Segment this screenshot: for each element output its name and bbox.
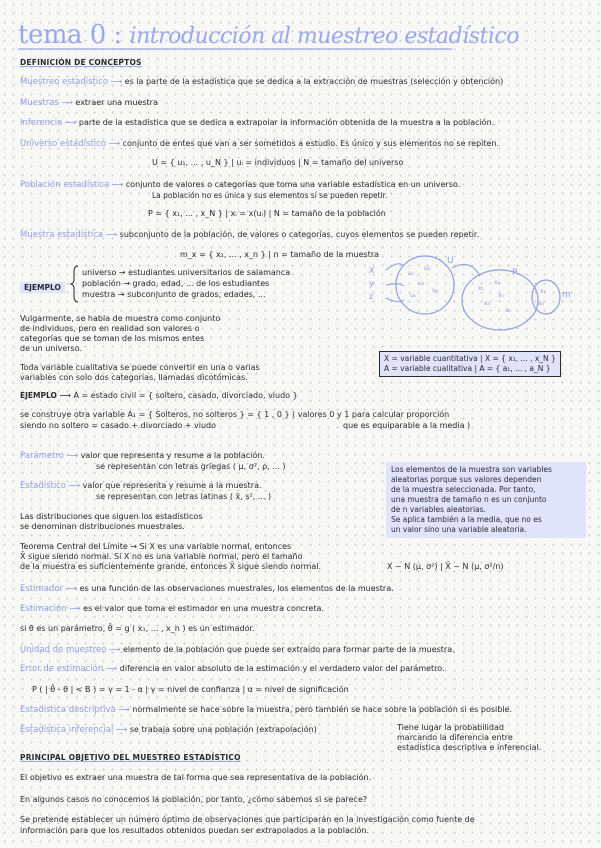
muestra-box-line-5: de n variables aleatorias.	[391, 505, 486, 514]
arrow-icon: ⟶	[118, 705, 133, 714]
svg-text:x₂: x₂	[540, 288, 546, 295]
term-unidad: Unidad de muestreo	[20, 645, 107, 655]
term-parametro: Parámetro	[20, 451, 65, 461]
def-universo-text: conjunto de entes que van a ser sometidos a estudio. Es único y sus elementos no se repiten.	[122, 139, 500, 148]
def-estimacion-text: es el valor que toma el estimador en una muestra concreta.	[83, 604, 324, 613]
ejemplo2-line-1	[20, 391, 298, 401]
ejemplo2-label: EJEMPLO	[20, 391, 57, 400]
vulgar-line-1: Vulgarmente, se habla de muestra como conjunto	[20, 314, 221, 323]
arrow-icon: ⟶	[64, 118, 79, 127]
tcl-line-2: X̄ sigue siendo normal. Si X no es una variable normal, pero el tamaño	[20, 552, 303, 561]
def-estadistico	[20, 481, 262, 491]
svg-text:x₄: x₄	[538, 300, 544, 307]
svg-text:x₁: x₁	[478, 285, 484, 292]
def-muestreo-text: es la parte de la estadística que se dedica a la extracción de muestras (selección y obtención)	[124, 77, 504, 86]
svg-text:x₂: x₂	[494, 279, 500, 286]
diagram-x-label: X	[369, 266, 375, 275]
svg-text:uₙ: uₙ	[410, 292, 417, 299]
svg-text:u₂: u₂	[424, 265, 431, 272]
term-inferencial: Estadística inferencial	[20, 725, 114, 735]
def-inferencial	[20, 725, 317, 735]
arrow-icon: ⟶	[105, 664, 120, 673]
term-poblacion: Población estadística	[20, 180, 110, 190]
muestra-box-line-1: Los elementos de la muestra son variables	[391, 465, 552, 474]
title-main: tema 0 :	[18, 20, 122, 50]
ejemplo-line-2: población → grado, edad, ... de los estudiantes	[82, 279, 270, 288]
def-poblacion-text1: conjunto de valores o categorías que toma una variable estadística en un universo.	[125, 180, 461, 189]
ejemplo-line-3: muestra → subconjunto de grados, edades, ...	[82, 290, 266, 299]
svg-text:x₃: x₃	[484, 300, 490, 307]
poblacion-formula: P = { x₁, ... , x_N } | xᵢ = x(uᵢ) | N = tamaño de la población	[148, 209, 386, 218]
vulgar-line-4: de un universo.	[20, 344, 82, 353]
arrow-icon: ⟶	[110, 77, 125, 86]
def-estimacion	[20, 604, 324, 614]
term-muestra: Muestra estadística	[20, 230, 104, 240]
def-muestra-text: subconjunto de la población, de valores o categorías, cuyos elementos se pueden repetir.	[119, 230, 480, 239]
muestra-box-line-2: aleatorias porque sus valores dependen	[391, 475, 542, 484]
def-inferencia-text: parte de la estadística que se dedica a extrapolar la información obtenida de la muestra a la población.	[78, 118, 495, 127]
title-rest: introducción al muestreo estadístico	[129, 24, 519, 49]
arrow-icon: ⟶	[108, 645, 123, 654]
diagram-p-label: P	[512, 268, 518, 278]
objetivo-header: PRINCIPAL OBJETIVO DEL MUESTREO ESTADÍSTICO	[20, 753, 241, 762]
arrow-icon: ⟶	[61, 98, 76, 107]
cualitativa-line-1: Toda variable cualitativa se puede convertir en una o varias	[20, 363, 260, 372]
ejemplo2-line-2: se construye otra variable A₁ = { Solteros, no solteros } = { 1 , 0 } ( valores 0 y 1 para calcular proporción	[20, 410, 450, 419]
ejemplo-line-1: universo → estudiantes universitarios de salamanca	[82, 268, 291, 277]
muestra-formula: m_x = { x₁, ... , x_n } | n = tamaño de la muestra	[180, 250, 380, 259]
svg-text:u₃: u₃	[418, 280, 425, 287]
tcl-formula: X ~ N (μ, σ²) | X̄ ~ N (μ, σ²/n)	[387, 562, 504, 571]
term-muestreo: Muestreo estadístico	[20, 77, 109, 87]
term-descriptiva: Estadística descriptiva	[20, 705, 116, 715]
muestra-box	[386, 462, 586, 538]
distribuciones-line-2: se denominan distribuciones muestrales.	[20, 522, 185, 531]
def-parametro-text1: valor que representa y resume a la población.	[80, 451, 265, 460]
definicion-header: DEFINICIÓN DE CONCEPTOS	[20, 58, 142, 67]
diagram-m-label: m	[562, 290, 571, 300]
arrow-icon: ⟶	[115, 725, 130, 734]
def-estimador	[20, 584, 394, 594]
term-inferencia: Inferencia	[20, 118, 63, 128]
arrow-icon: ⟶	[111, 180, 126, 189]
arrow-icon: ⟶	[59, 391, 74, 400]
arrow-icon: ⟶	[66, 451, 81, 460]
def-parametro-text2: se representan con letras griegas ( μ, σ², ρ, ... )	[96, 462, 286, 471]
term-universo: Universo estadístico	[20, 139, 107, 149]
variables-box-line-1: X = variable cuantitativa | X = { x₁, ... , x_N }	[384, 354, 556, 363]
muestra-box-line-7: un valor sino una variable aleatoria.	[391, 525, 527, 534]
muestra-box-line-4: una muestra de tamaño n es un conjunto	[391, 495, 547, 504]
term-estadistico: Estadístico	[20, 481, 67, 491]
muestra-box-line-6: Se aplica también a la media, que no es	[391, 515, 542, 524]
def-poblacion-text2: La población no es única y sus elementos sí se pueden repetir.	[152, 191, 388, 200]
inferencial-note-3: estadística descriptiva e inferencial.	[397, 743, 542, 752]
muestra-box-line-3: de la muestra seleccionada. Por tanto,	[391, 485, 536, 494]
arrow-icon: ⟶	[65, 584, 80, 593]
svg-text:x₄: x₄	[505, 307, 511, 314]
arrow-icon: ⟶	[105, 230, 120, 239]
term-error: Error de estimación	[20, 664, 104, 674]
tcl-line-1: Teorema Central del Límite → Si X es una variable normal, entonces	[20, 542, 292, 551]
def-inferencial-text: se trabaja sobre una población (extrapolación)	[129, 725, 317, 734]
universo-formula: U = { u₁, ... , u_N } | uᵢ = individuos | N = tamaño del universo	[152, 158, 404, 167]
term-estimacion: Estimación	[20, 604, 67, 614]
arrow-icon: ⟶	[108, 139, 123, 148]
variables-box-line-2: A = variable cualitativa | A = { a₁, ... , a_N }	[384, 364, 551, 373]
ejemplo2-line-4: que es equiparable a la media )	[343, 421, 471, 430]
objetivo-line-1: El objetivo es extraer una muestra de tal forma que sea representativa de la población.	[20, 773, 372, 782]
cualitativa-line-2: variables con solo dos categorías, llamadas dicotómicas.	[20, 373, 248, 382]
def-estimador-text: es una función de las observaciones muestrales, los elementos de la muestra.	[79, 584, 394, 593]
objetivo-line-2: En algunos casos no conocemos la población, por tanto, ¿cómo sabemos si se parece?	[20, 795, 368, 804]
diagram-u-label: U	[447, 256, 454, 266]
def-unidad-text: elemento de la población que puede ser extraído para formar parte de la muestra.	[122, 645, 455, 654]
term-muestras: Muestras	[20, 98, 59, 108]
variables-box	[379, 351, 561, 377]
objetivo-line-4: información para que los resultados obtenidos puedan ser extrapolados a la población.	[20, 826, 369, 835]
def-estadistico-text1: valor que representa y resume a la muestra.	[82, 481, 262, 490]
distribuciones-line-1: Las distribuciones que siguen los estadísticos	[20, 512, 203, 521]
ejemplo2-line-1-text: A = estado civil = { soltero, casado, divorciado, viudo }	[73, 391, 298, 400]
term-estimador: Estimador	[20, 584, 64, 594]
svg-text:u₁: u₁	[408, 270, 415, 277]
svg-text:xₙ: xₙ	[498, 292, 504, 299]
def-error	[20, 664, 445, 674]
diagram-y-label: y	[369, 279, 374, 288]
svg-text:u₄: u₄	[432, 287, 439, 294]
objetivo-line-3: Se pretende establecer un número óptimo de observaciones que participarán en la investigación como fuente de	[20, 815, 475, 824]
vulgar-line-2: de individuos, pero en realidad son valores o	[20, 324, 200, 333]
def-descriptiva-text: normalmente se hace sobre la muestra, pero también se hace sobre la población si es posible.	[132, 705, 512, 714]
def-parametro	[20, 451, 265, 461]
def-muestras-text: extraer una muestra	[75, 98, 158, 107]
inferencial-note-1: Tiene lugar la probabilidad	[397, 723, 504, 732]
ejemplo-label: EJEMPLO	[20, 282, 65, 293]
def-error-text: diferencia en valor absoluto de la estimación y el verdadero valor del parámetro.	[119, 664, 445, 673]
ejemplo2-line-3: siendo no soltero = casado + divorciado + viudo	[20, 421, 217, 430]
inferencial-note-2: marcando la diferencia entre	[397, 733, 513, 742]
prob-formula: P ( | θ̂ - θ | < B ) = γ = 1 - α | γ = nivel de confianza | α = nivel de significación	[32, 685, 349, 694]
def-estadistico-text2: se representan con letras latinas ( x̄, s², ... )	[96, 492, 272, 501]
tcl-line-3: de la muestra es suficientemente grande, entonces X̄ sigue siendo normal.	[20, 562, 322, 571]
arrow-icon: ⟶	[69, 604, 84, 613]
def-unidad	[20, 645, 455, 655]
arrow-icon: ⟶	[68, 481, 83, 490]
theta-line: si θ es un parámetro, θ̂ = g ( x₁, ... , x_n ) es un estimador.	[20, 624, 255, 633]
vulgar-line-3: categorías que se toman de los mismos entes	[20, 334, 205, 343]
def-descriptiva	[20, 705, 512, 715]
diagram-z-label: z	[369, 292, 374, 301]
